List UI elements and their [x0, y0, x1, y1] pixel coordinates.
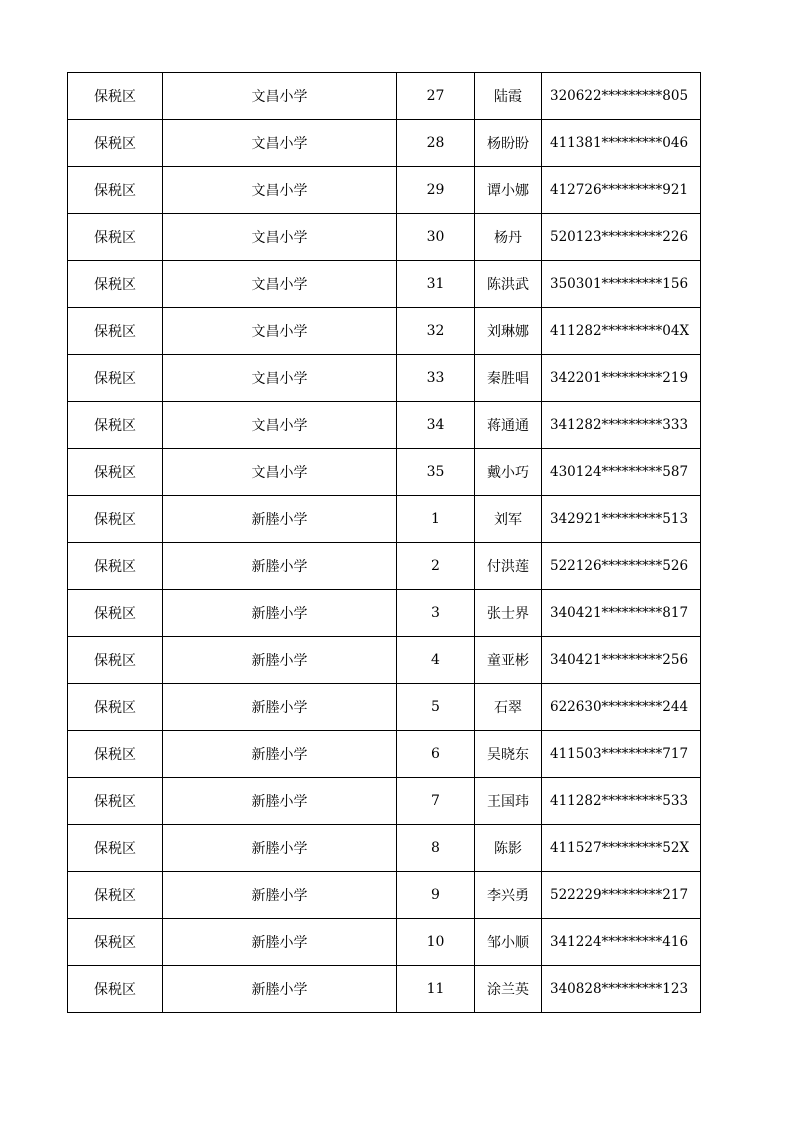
district-cell: 保税区	[68, 355, 163, 402]
id-number-cell: 430124*********587	[542, 449, 701, 496]
id-number-cell: 341282*********333	[542, 402, 701, 449]
person-name-cell: 刘琳娜	[475, 308, 542, 355]
table-row	[68, 919, 701, 966]
district-cell: 保税区	[68, 872, 163, 919]
school-cell: 文昌小学	[163, 308, 397, 355]
sequence-number-cell: 31	[397, 261, 475, 308]
person-name-cell: 谭小娜	[475, 167, 542, 214]
sequence-number-cell: 9	[397, 872, 475, 919]
school-cell: 新塍小学	[163, 825, 397, 872]
district-cell: 保税区	[68, 825, 163, 872]
person-name-cell: 付洪莲	[475, 543, 542, 590]
school-cell: 文昌小学	[163, 449, 397, 496]
school-cell: 文昌小学	[163, 214, 397, 261]
district-cell: 保税区	[68, 543, 163, 590]
table-row	[68, 731, 701, 778]
district-cell: 保税区	[68, 590, 163, 637]
roster-table-body	[68, 73, 701, 1013]
school-cell: 新塍小学	[163, 872, 397, 919]
person-name-cell: 王国玮	[475, 778, 542, 825]
sequence-number-cell: 3	[397, 590, 475, 637]
sequence-number-cell: 30	[397, 214, 475, 261]
district-cell: 保税区	[68, 73, 163, 120]
district-cell: 保税区	[68, 637, 163, 684]
id-number-cell: 411282*********04X	[542, 308, 701, 355]
person-name-cell: 陈影	[475, 825, 542, 872]
id-number-cell: 341224*********416	[542, 919, 701, 966]
table-row	[68, 308, 701, 355]
table-row	[68, 496, 701, 543]
person-name-cell: 李兴勇	[475, 872, 542, 919]
district-cell: 保税区	[68, 261, 163, 308]
school-cell: 新塍小学	[163, 590, 397, 637]
school-cell: 新塍小学	[163, 496, 397, 543]
sequence-number-cell: 6	[397, 731, 475, 778]
id-number-cell: 342201*********219	[542, 355, 701, 402]
sequence-number-cell: 2	[397, 543, 475, 590]
sequence-number-cell: 29	[397, 167, 475, 214]
id-number-cell: 340421*********256	[542, 637, 701, 684]
table-row	[68, 590, 701, 637]
id-number-cell: 520123*********226	[542, 214, 701, 261]
sequence-number-cell: 32	[397, 308, 475, 355]
sequence-number-cell: 33	[397, 355, 475, 402]
person-name-cell: 邹小顺	[475, 919, 542, 966]
person-name-cell: 陆霞	[475, 73, 542, 120]
school-cell: 新塍小学	[163, 684, 397, 731]
id-number-cell: 412726*********921	[542, 167, 701, 214]
id-number-cell: 411527*********52X	[542, 825, 701, 872]
sequence-number-cell: 1	[397, 496, 475, 543]
id-number-cell: 522229*********217	[542, 872, 701, 919]
table-row	[68, 73, 701, 120]
district-cell: 保税区	[68, 167, 163, 214]
person-name-cell: 吴晓东	[475, 731, 542, 778]
table-row	[68, 637, 701, 684]
person-name-cell: 张士界	[475, 590, 542, 637]
sequence-number-cell: 10	[397, 919, 475, 966]
table-row	[68, 402, 701, 449]
person-name-cell: 刘军	[475, 496, 542, 543]
table-row	[68, 214, 701, 261]
table-row	[68, 825, 701, 872]
person-name-cell: 蒋通通	[475, 402, 542, 449]
id-number-cell: 342921*********513	[542, 496, 701, 543]
school-cell: 新塍小学	[163, 731, 397, 778]
id-number-cell: 622630*********244	[542, 684, 701, 731]
person-name-cell: 戴小巧	[475, 449, 542, 496]
table-row	[68, 261, 701, 308]
id-number-cell: 411503*********717	[542, 731, 701, 778]
sequence-number-cell: 5	[397, 684, 475, 731]
sequence-number-cell: 34	[397, 402, 475, 449]
school-cell: 文昌小学	[163, 120, 397, 167]
person-name-cell: 陈洪武	[475, 261, 542, 308]
person-name-cell: 童亚彬	[475, 637, 542, 684]
sequence-number-cell: 4	[397, 637, 475, 684]
sequence-number-cell: 35	[397, 449, 475, 496]
school-cell: 文昌小学	[163, 261, 397, 308]
table-row	[68, 120, 701, 167]
district-cell: 保税区	[68, 731, 163, 778]
district-cell: 保税区	[68, 120, 163, 167]
district-cell: 保税区	[68, 214, 163, 261]
person-name-cell: 杨丹	[475, 214, 542, 261]
roster-table	[67, 72, 701, 1013]
district-cell: 保税区	[68, 449, 163, 496]
table-row	[68, 449, 701, 496]
school-cell: 新塍小学	[163, 778, 397, 825]
school-cell: 文昌小学	[163, 355, 397, 402]
school-cell: 新塍小学	[163, 543, 397, 590]
person-name-cell: 秦胜唱	[475, 355, 542, 402]
table-row	[68, 684, 701, 731]
table-row	[68, 872, 701, 919]
sequence-number-cell: 27	[397, 73, 475, 120]
person-name-cell: 石翠	[475, 684, 542, 731]
school-cell: 新塍小学	[163, 919, 397, 966]
table-row	[68, 167, 701, 214]
school-cell: 文昌小学	[163, 402, 397, 449]
sequence-number-cell: 28	[397, 120, 475, 167]
school-cell: 新塍小学	[163, 637, 397, 684]
school-cell: 文昌小学	[163, 167, 397, 214]
district-cell: 保税区	[68, 778, 163, 825]
person-name-cell: 杨盼盼	[475, 120, 542, 167]
district-cell: 保税区	[68, 966, 163, 1013]
district-cell: 保税区	[68, 684, 163, 731]
sequence-number-cell: 11	[397, 966, 475, 1013]
sequence-number-cell: 7	[397, 778, 475, 825]
person-name-cell: 涂兰英	[475, 966, 542, 1013]
district-cell: 保税区	[68, 402, 163, 449]
district-cell: 保税区	[68, 919, 163, 966]
id-number-cell: 340828*********123	[542, 966, 701, 1013]
table-row	[68, 778, 701, 825]
sequence-number-cell: 8	[397, 825, 475, 872]
table-row	[68, 355, 701, 402]
id-number-cell: 411381*********046	[542, 120, 701, 167]
school-cell: 新塍小学	[163, 966, 397, 1013]
district-cell: 保税区	[68, 308, 163, 355]
school-cell: 文昌小学	[163, 73, 397, 120]
table-row	[68, 966, 701, 1013]
id-number-cell: 411282*********533	[542, 778, 701, 825]
district-cell: 保税区	[68, 496, 163, 543]
id-number-cell: 522126*********526	[542, 543, 701, 590]
table-row	[68, 543, 701, 590]
id-number-cell: 340421*********817	[542, 590, 701, 637]
id-number-cell: 350301*********156	[542, 261, 701, 308]
id-number-cell: 320622*********805	[542, 73, 701, 120]
